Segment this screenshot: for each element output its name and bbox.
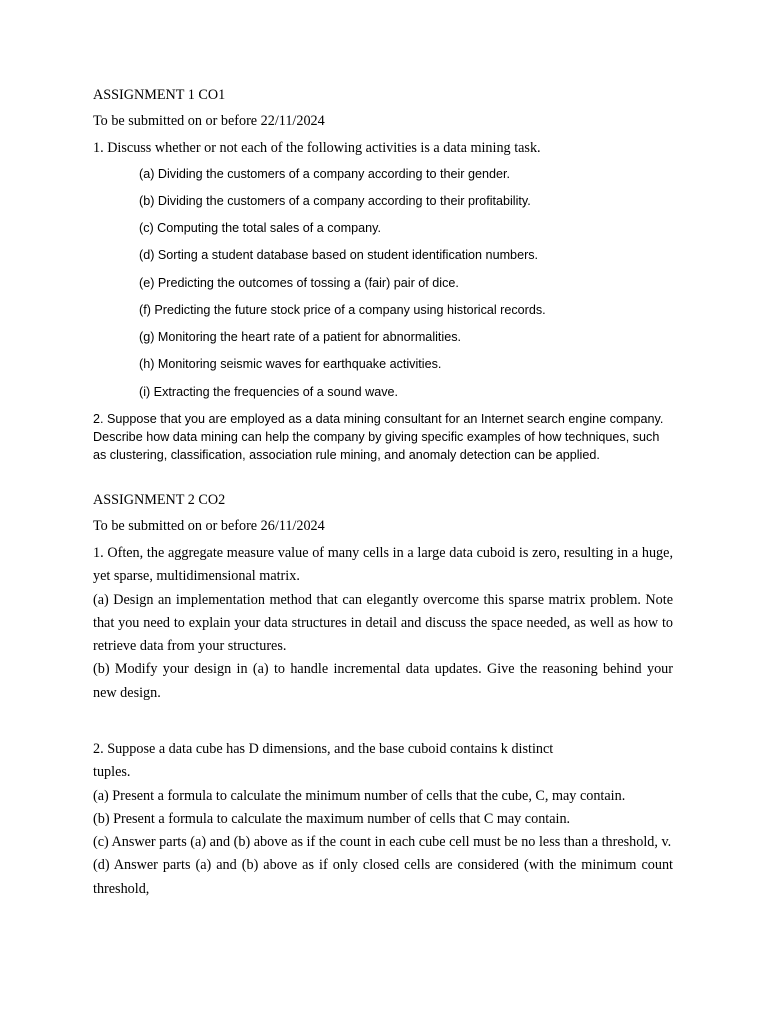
assignment-1-heading: ASSIGNMENT 1 CO1 [93, 87, 226, 103]
list-item: (h) Monitoring seismic waves for earthquake activities. [139, 357, 442, 371]
question-2-intro-line-2: tuples. [93, 764, 131, 781]
assignment-1-question-2: 2. Suppose that you are employed as a data mining consultant for an Internet search engine company. Describe how data mining can help the company by giving specific examples of how techniques, such as clustering, classification, association rule mining, and anomaly detection can be applied. [93, 412, 664, 462]
list-item: (g) Monitoring the heart rate of a patient for abnormalities. [139, 330, 462, 344]
assignment-2-heading: ASSIGNMENT 2 CO2 [93, 492, 226, 508]
list-item: (c) Computing the total sales of a company. [139, 221, 381, 235]
question-2-part-a: (a) Present a formula to calculate the minimum number of cells that the cube, C, may contain. [93, 787, 626, 804]
question-2-part-b: (b) Present a formula to calculate the maximum number of cells that C may contain. [93, 810, 571, 827]
question-1-part-a: (a) Design an implementation method that can elegantly overcome this sparse matrix problem. Note that you need to explain your data structures in detail and discuss the space needed, as well as how to retrieve data from your structures. [93, 591, 673, 655]
assignment-2-question-2 [93, 738, 673, 901]
list-item: (b) Dividing the customers of a company according to their profitability. [139, 194, 531, 208]
question-2-part-d: (d) Answer parts (a) and (b) above as if only closed cells are considered (with the minimum count threshold, [93, 857, 673, 897]
question-1-part-b: (b) Modify your design in (a) to handle incremental data updates. Give the reasoning behind your new design. [93, 661, 673, 701]
assignment-2-question-1 [93, 542, 673, 705]
assignment-2-due-date: To be submitted on or before 26/11/2024 [93, 518, 325, 534]
list-item: (e) Predicting the outcomes of tossing a (fair) pair of dice. [139, 276, 459, 290]
assignment-1-due-date: To be submitted on or before 22/11/2024 [93, 113, 325, 129]
question-2-part-c: (c) Answer parts (a) and (b) above as if the count in each cube cell must be no less than a threshold, v. [93, 834, 672, 851]
list-item: (f) Predicting the future stock price of a company using historical records. [139, 303, 546, 317]
list-item: (a) Dividing the customers of a company according to their gender. [139, 167, 511, 181]
list-item: (d) Sorting a student database based on student identification numbers. [139, 248, 539, 262]
assignment-1-question-1: 1. Discuss whether or not each of the following activities is a data mining task. [93, 140, 541, 156]
question-2-intro-line-1: 2. Suppose a data cube has D dimensions, and the base cuboid contains k distinct [93, 741, 554, 757]
question-1-intro: 1. Often, the aggregate measure value of many cells in a large data cuboid is zero, resulting in a huge, yet sparse, multidimensional matrix. [93, 545, 673, 585]
list-item: (i) Extracting the frequencies of a sound wave. [139, 385, 399, 399]
